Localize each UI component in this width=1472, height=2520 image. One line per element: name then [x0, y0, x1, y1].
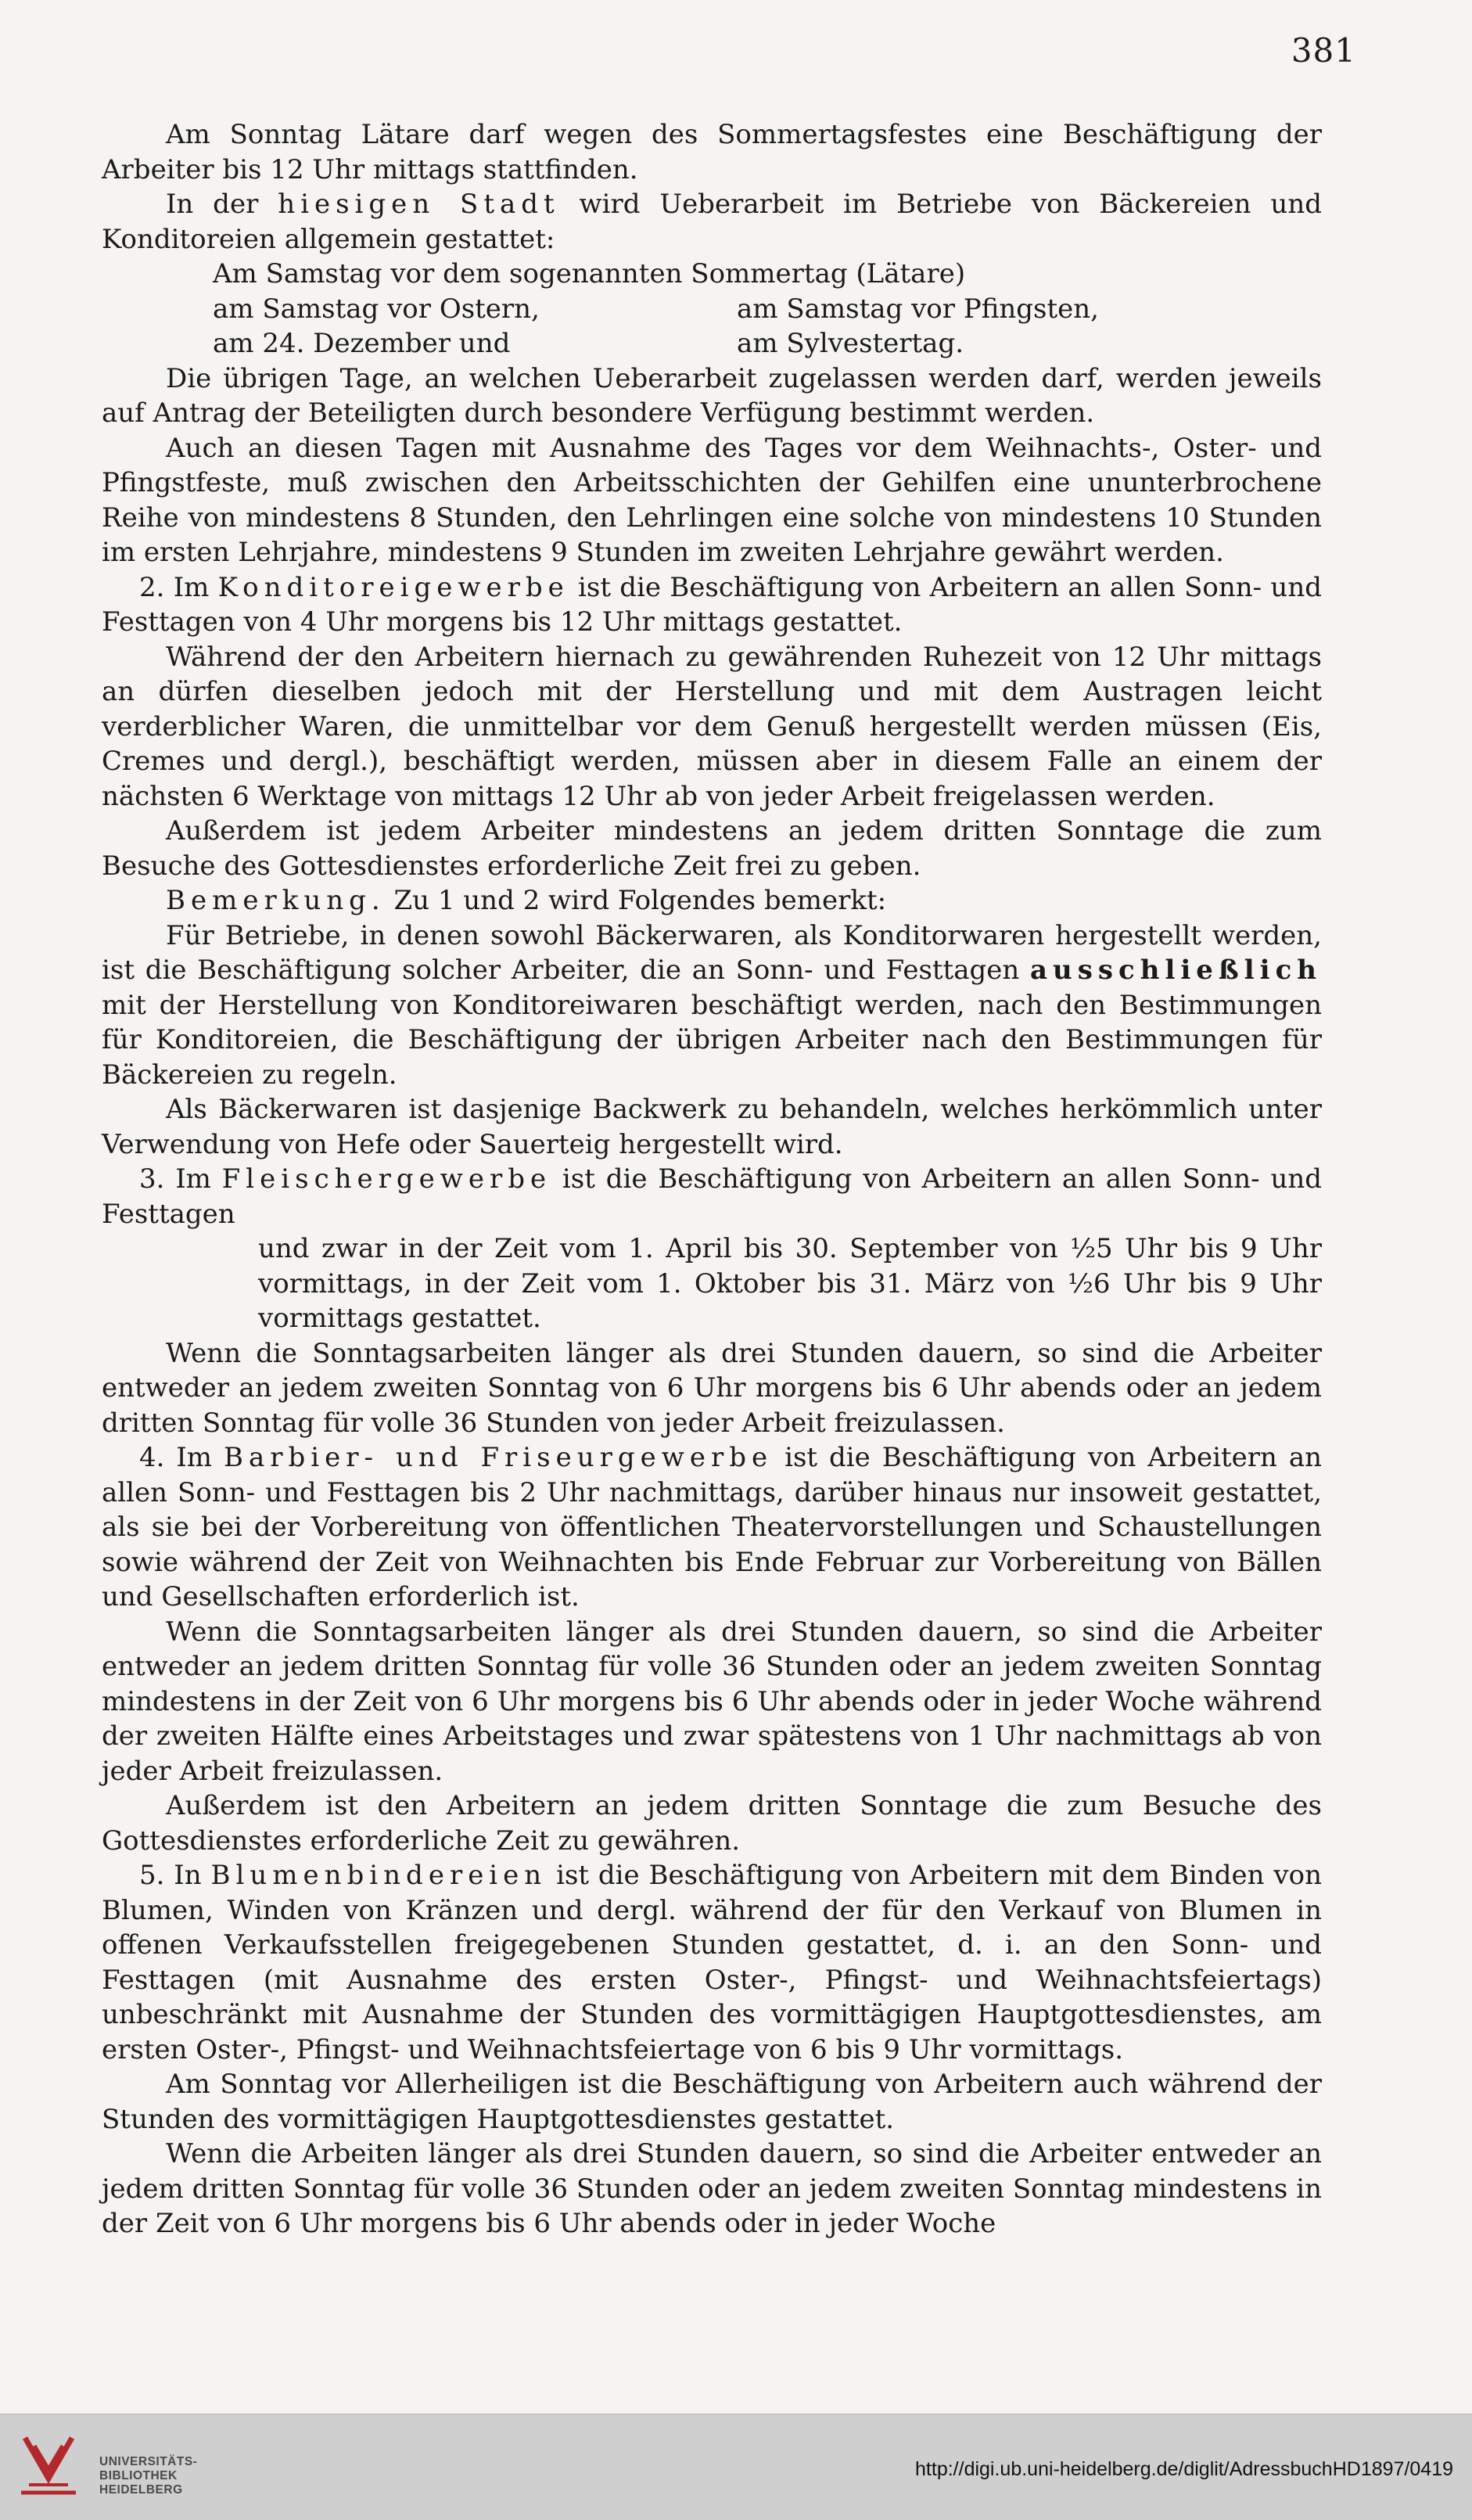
- paragraph-other-days: Die übrigen Tage, an welchen Ueberarbeit zugelassen werden darf, werden jeweils auf Antrag der Beteiligten durch besondere Verfügung bestimmt werden.: [102, 362, 1322, 429]
- list-item: am Sylvestertag.: [737, 328, 964, 359]
- paragraph-barbier: 4. Im Barbier- und Friseurgewerbe ist die Beschäftigung von Arbeitern an allen Sonn- und Festtagen bis 2 Uhr nachmittags, darüber hinaus nur insoweit gestattet, als sie bei der Vorbereitung von öffentlichen Theatervorstellungen und Schaustellungen sowie während der Zeit von Weihnachten bis Ende Februar zur Vorbereitung von Bällen und Gesellschaften erforderlich ist.: [102, 1442, 1322, 1612]
- paragraph-fleischer-rest: Wenn die Sonntagsarbeiten länger als drei Stunden dauern, so sind die Arbeiter entweder an jedem zweiten Sonntag von 6 Uhr morgens bis 6 Uhr abends oder an jedem dritten Sonntag für volle 36 Stunden von jeder Arbeit freizulassen.: [102, 1337, 1322, 1439]
- paragraph-rest-periods: Auch an diesen Tagen mit Ausnahme des Tages vor dem Weihnachts-, Oster- und Pfingstfeste, muß zwischen den Arbeitsschichten der Gehilfen eine ununterbrochene Reihe von mindestens 8 Stunden, den Lehrlingen eine solche von mindestens 10 Stunden im ersten Lehrjahre, mindestens 9 Stunden im zweiten Lehrjahre gewährt werden.: [102, 432, 1322, 568]
- emphasis-bemerkung: Bemerkung.: [166, 885, 386, 916]
- list-item: Am Samstag vor dem sogenannten Sommertag (Lätare): [213, 258, 966, 289]
- paragraph-perishable-goods: Während der den Arbeitern hiernach zu gewährenden Ruhezeit von 12 Uhr mittags an dürfen dieselben jedoch mit der Herstellung und mit dem Austragen leicht verderblicher Waren, die unmittelbar vor dem Genuß hergestellt werden müssen (Eis, Cremes und dergl.), beschäftigt werden, müssen aber in diesem Falle an einem der nächsten 6 Werktage von mittags 12 Uhr ab von jeder Arbeit freigelassen werden.: [102, 641, 1322, 812]
- paragraph-barbier-church: Außerdem ist den Arbeitern an jedem dritten Sonntage die zum Besuche des Gottesdienstes erforderliche Zeit zu gewähren.: [102, 1790, 1322, 1857]
- paragraph-bemerkung: Bemerkung. Zu 1 und 2 wird Folgendes bemerkt:: [166, 885, 887, 916]
- paragraph-fleischer-hours: und zwar in der Zeit vom 1. April bis 30. September von ½5 Uhr bis 9 Uhr vormittags, in der Zeit vom 1. Oktober bis 31. März von ½6 Uhr bis 9 Uhr vormittags gestattet.: [258, 1233, 1322, 1334]
- paragraph-bakery-goods: Als Bäckerwaren ist dasjenige Backwerk zu behandeln, welches herkömmlich unter Verwendung von Hefe oder Sauerteig hergestellt wird.: [102, 1094, 1322, 1160]
- library-seal-icon: [17, 2430, 80, 2500]
- paragraph-blumen-rest: Wenn die Arbeiten länger als drei Stunden dauern, so sind die Arbeiter entweder an jedem dritten Sonntag für volle 36 Stunden oder an jedem zweiten Sonntag mindestens in der Zeit von 6 Uhr morgens bis 6 Uhr abends oder in jeder Woche: [102, 2138, 1322, 2239]
- fleischer-hours-block: [102, 1231, 1322, 1336]
- paragraph-allerheiligen: Am Sonntag vor Allerheiligen ist die Beschäftigung von Arbeitern auch während der Stunden des vormittägigen Hauptgottesdienstes gestattet.: [102, 2069, 1322, 2135]
- overtime-days-list: [102, 257, 1322, 292]
- emphasis-ausschliesslich: ausschließlich: [1029, 954, 1322, 986]
- footer-bar: [0, 2414, 1472, 2520]
- list-item: am 24. Dezember und: [213, 328, 511, 359]
- list-item: am Samstag vor Ostern,: [213, 293, 540, 325]
- emphasis-blumenbindereien: Blumenbindereien: [210, 1860, 548, 1891]
- university-library-logo[interactable]: [17, 2430, 205, 2504]
- emphasis-hiesigen-stadt: hiesigen Stadt: [278, 189, 560, 220]
- emphasis-konditoreigewerbe: Konditoreigewerbe: [217, 571, 569, 603]
- paragraph-city-overtime: In der hiesigen Stadt wird Ueberarbeit im Betriebe von Bäckereien und Konditoreien allgemein gestattet:: [102, 189, 1322, 255]
- page-number: 381: [1291, 31, 1356, 70]
- paragraph-blumenbinderei: 5. In Blumenbindereien ist die Beschäftigung von Arbeitern mit dem Binden von Blumen, Winden von Kränzen und dergl. während der für den Verkauf von Blumen in offenen Verkaufsstellen freigegebenen Stunden gestattet, d. i. an den Sonn- und Festtagen (mit Ausnahme des ersten Oster-, Pfingst- und Weihnachtsfeiertags) unbeschränkt mit Ausnahme der Stunden des vormittägigen Hauptgottesdienstes, am ersten Oster-, Pfingst- und Weihnachtsfeiertage von 6 bis 9 Uhr vormittags.: [102, 1860, 1322, 2065]
- list-item: am Samstag vor Pfingsten,: [737, 293, 1099, 325]
- paragraph-konditorei: 2. Im Konditoreigewerbe ist die Beschäftigung von Arbeitern an allen Sonn- und Festtagen von 4 Uhr morgens bis 12 Uhr mittags gestattet.: [102, 571, 1322, 638]
- overtime-days-columns: [102, 292, 1322, 361]
- emphasis-barbier-friseur: Barbier- und Friseurgewerbe: [224, 1442, 774, 1473]
- paragraph-laetare: Am Sonntag Lätare darf wegen des Sommertagsfestes eine Beschäftigung der Arbeiter bis 12 Uhr mittags stattfinden.: [102, 119, 1322, 185]
- paragraph-church-time: Außerdem ist jedem Arbeiter mindestens an jedem dritten Sonntage die zum Besuche des Gottesdienstes erforderliche Zeit frei zu geben.: [102, 815, 1322, 882]
- emphasis-fleischergewerbe: Fleischergewerbe: [221, 1163, 552, 1195]
- source-url-link[interactable]: http://digi.ub.uni-heidelberg.de/diglit/AdressbuchHD1897/0419: [915, 2458, 1453, 2480]
- paragraph-fleischer: 3. Im Fleischergewerbe ist die Beschäftigung von Arbeitern an allen Sonn- und Festtagen: [102, 1163, 1322, 1230]
- paragraph-barbier-rest: Wenn die Sonntagsarbeiten länger als drei Stunden dauern, so sind die Arbeiter entweder an jedem dritten Sonntag für volle 36 Stunden oder an jedem zweiten Sonntag mindestens in der Zeit von 6 Uhr morgens bis 6 Uhr abends oder in jeder Woche während der zweiten Hälfte eines Arbeitstages und zwar spätestens von 1 Uhr nachmittags ab von jeder Arbeit freizulassen.: [102, 1616, 1322, 1787]
- body-text: [102, 117, 1322, 2241]
- logo-text: UNIVERSITÄTS- BIBLIOTHEK HEIDELBERG: [99, 2455, 198, 2497]
- paragraph-mixed-businesses: Für Betriebe, in denen sowohl Bäckerwaren, als Konditorwaren hergestellt werden, ist die Beschäftigung solcher Arbeiter, die an Sonn- und Festtagen ausschließlich mit der Herstellung von Konditoreiwaren beschäftigt werden, nach den Bestimmungen für Konditoreien, die Beschäftigung der übrigen Arbeiter nach den Bestimmungen für Bäckereien zu regeln.: [102, 919, 1322, 1091]
